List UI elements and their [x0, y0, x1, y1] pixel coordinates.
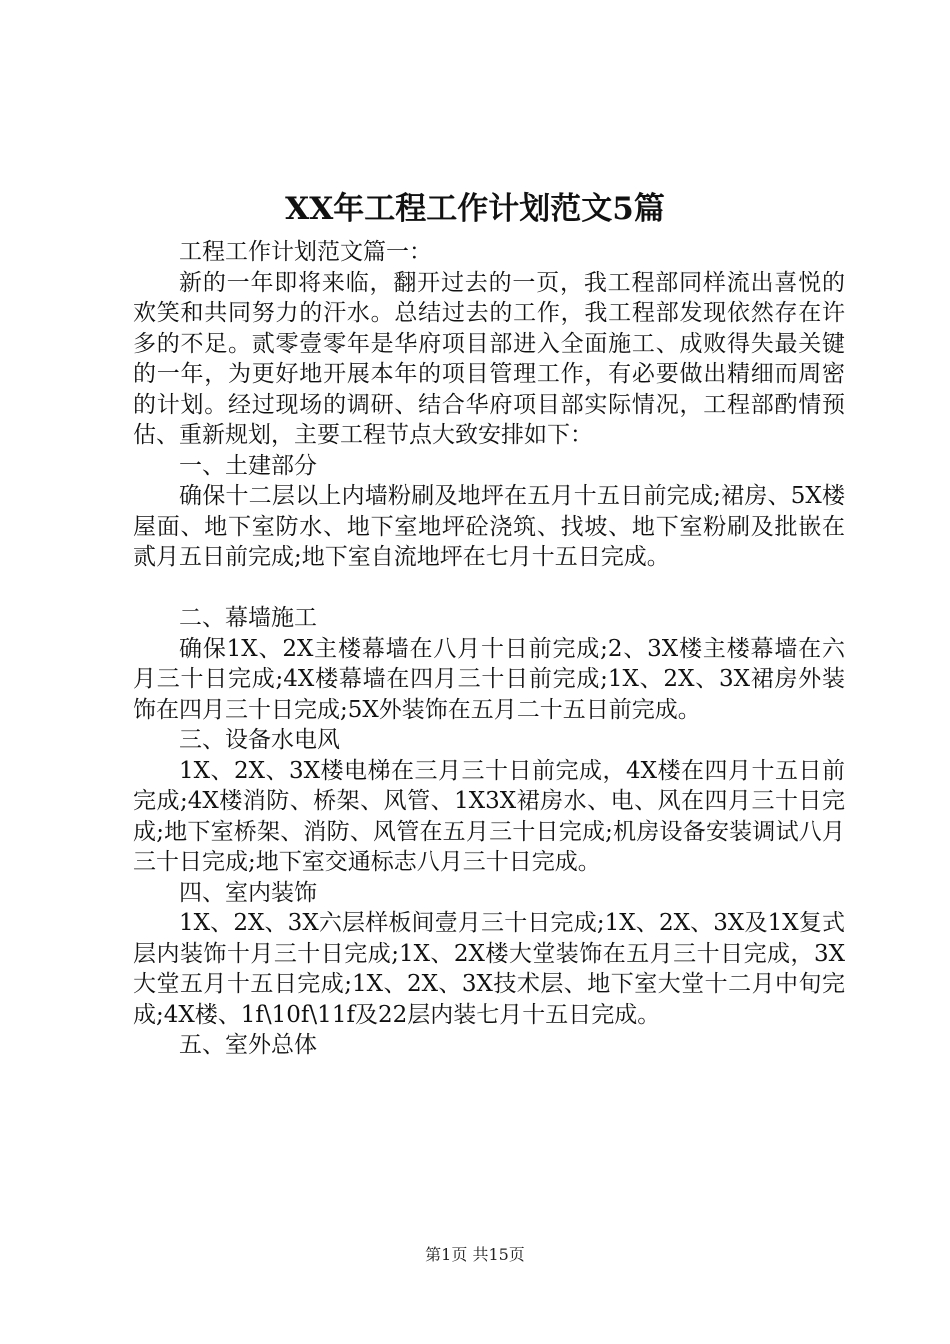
section-heading-mep: 三、设备水电风	[179, 727, 340, 753]
section-intro-heading: 工程工作计划范文篇一：	[179, 239, 432, 265]
intro-paragraph: 新的一年即将来临，翻开过去的一页，我工程部同样流出喜悦的欢笑和共同努力的汗水。总结过去的工作，我工程部发现依然存在许多的不足。贰零壹零年是华府项目部进入全面施工、成败得失最关键的一年，为更好地开展本年的项目管理工作，有必要做出精细而周密的计划。经过现场的调研、结合华府项目部实际情况，工程部酌情预估、重新规划，主要工程节点大致安排如下：	[133, 269, 845, 448]
civil-paragraph: 确保十二层以上内墙粉刷及地坪在五月十五日前完成;裙房、5X楼屋面、地下室防水、地下室地坪砼浇筑、找坡、地下室粉刷及批嵌在贰月五日前完成;地下室自流地坪在七月十五日完成。	[133, 483, 845, 570]
page-footer: 第1页 共15页	[425, 1245, 525, 1264]
section-heading-curtain-wall: 二、幕墙施工	[179, 605, 317, 631]
section-heading-interior: 四、室内装饰	[179, 879, 317, 906]
document-body	[133, 237, 845, 1061]
document-title: XX年工程工作计划范文5篇	[285, 191, 665, 227]
section-heading-exterior: 五、室外总体	[179, 1032, 317, 1058]
section-heading-civil: 一、土建部分	[179, 452, 317, 479]
curtain-wall-paragraph: 确保1X、2X主楼幕墙在八月十日前完成;2、3X楼主楼幕墙在六月三十日完成;4X楼幕墙在四月三十日前完成;1X、2X、3X裙房外装饰在四月三十日完成;5X外装饰在五月二十五日前完成。	[133, 635, 845, 723]
mep-paragraph: 1X、2X、3X楼电梯在三月三十日前完成，4X楼在四月十五日前完成;4X楼消防、桥架、风管、1X3X裙房水、电、风在四月三十日完成;地下室桥架、消防、风管在五月三十日完成;机房设备安装调试八月三十日完成;地下室交通标志八月三十日完成。	[133, 757, 845, 875]
blank-line	[133, 573, 845, 604]
interior-paragraph: 1X、2X、3X六层样板间壹月三十日完成;1X、2X、3X及1X复式层内装饰十月三十日完成;1X、2X楼大堂装饰在五月三十日完成，3X大堂五月十五日完成;1X、2X、3X技术层、地下室大堂十二月中旬完成;4X楼、1f\10f\11f及22层内装七月十五日完成。	[133, 910, 845, 1028]
